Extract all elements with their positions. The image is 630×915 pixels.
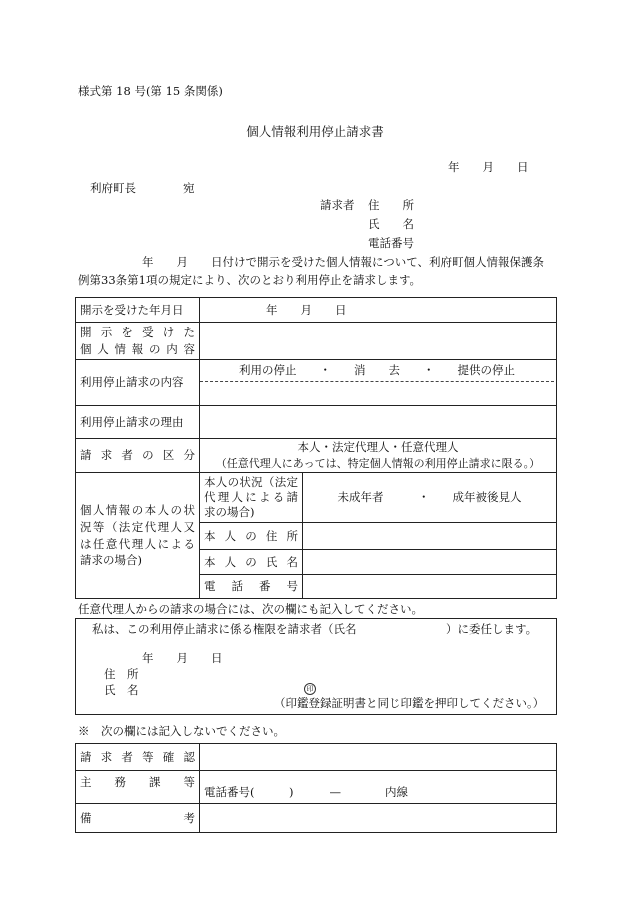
intro-line-1: 年 月 日付けで開示を受けた個人情報について、利府町個人情報保護条 — [142, 255, 545, 269]
row-stop-reason — [76, 406, 557, 439]
requester-phone-label: 電話番号 — [368, 236, 414, 250]
requester-address-label: 住 所 — [368, 198, 414, 212]
delegation-note: 任意代理人からの請求の場合には、次の欄にも記入してください。 — [78, 602, 423, 616]
disclosed-info-label — [76, 323, 200, 360]
requester-category-field[interactable] — [200, 439, 557, 473]
principal-status-label-line1: 個人情報の本人の状 — [80, 503, 195, 518]
section-extension-label: 内線 — [384, 785, 408, 800]
disclosure-date-label: 開示を受けた年月日 — [76, 298, 200, 323]
disclosed-info-label-line2: 個人情報の内容 — [80, 342, 195, 356]
requester-category-label: 請求者の区分 — [76, 439, 200, 473]
office-use-table — [75, 743, 557, 833]
principal-phone-field[interactable] — [303, 575, 557, 599]
delegation-statement-a: 私は、この利用停止請求に係る権限を請求者（氏名 — [92, 622, 357, 636]
stop-content-options: 利用の停止 ・ 消 去 ・ 提供の停止 — [200, 360, 554, 382]
addressee-honorific: 宛 — [183, 181, 195, 195]
delegation-date: 年 月 日 — [142, 651, 223, 665]
principal-situation-options: 未成年者 ・ 成年被後見人 — [337, 490, 522, 505]
disclosure-date-field[interactable] — [200, 298, 557, 323]
disclosed-info-label-line1: 開示を受けた — [80, 325, 195, 340]
delegation-box[interactable] — [75, 618, 557, 715]
stop-reason-field[interactable] — [200, 406, 557, 439]
principal-situation-label-line2: 代理人による請 — [204, 490, 298, 505]
row-requester-verification — [76, 744, 557, 771]
disclosed-info-field[interactable] — [200, 323, 557, 360]
principal-status-label-line4: 請求の場合) — [80, 553, 142, 568]
intro-line-2: 例第33条第1項の規定により、次のとおり利用停止を請求します。 — [78, 273, 422, 287]
addressee: 利府町長 — [90, 181, 136, 195]
row-disclosure-date — [76, 298, 557, 323]
page-title: 個人情報利用停止請求書 — [246, 124, 384, 139]
principal-name-label: 本人の氏名 — [200, 550, 303, 575]
stop-content-field[interactable] — [200, 360, 557, 406]
row-disclosed-info — [76, 323, 557, 360]
principal-address-label: 本人の住所 — [200, 523, 303, 550]
stop-content-label: 利用停止請求の内容 — [76, 360, 200, 406]
requester-label: 請求者 — [320, 198, 355, 212]
principal-situation-field[interactable] — [303, 473, 557, 523]
requester-category-options: 本人・法定代理人・任意代理人 — [297, 440, 459, 455]
delegation-address-label: 住 所 — [104, 667, 139, 681]
principal-situation-label-line1: 本人の状況（法定 — [204, 475, 298, 490]
row-responsible-section — [76, 771, 557, 804]
principal-name-field[interactable] — [303, 550, 557, 575]
request-table — [75, 297, 557, 599]
principal-status-label-line2: 況等（法定代理人又 — [80, 519, 195, 534]
row-stop-content — [76, 360, 557, 406]
principal-status-label — [76, 473, 200, 599]
requester-name-label: 氏 名 — [368, 217, 414, 231]
principal-situation-label — [200, 473, 303, 523]
section-phone-dash: — — [329, 785, 341, 800]
row-remarks — [76, 804, 557, 833]
stop-reason-label: 利用停止請求の理由 — [76, 406, 200, 439]
seal-mark-icon: 印 — [304, 681, 316, 695]
delegation-statement-b: ）に委任します。 — [446, 622, 538, 636]
remarks-field[interactable] — [200, 804, 557, 833]
remarks-label: 備考 — [76, 804, 200, 833]
row-principal-status — [76, 473, 557, 523]
requester-verification-label: 請求者等確認 — [76, 744, 200, 771]
responsible-section-field[interactable] — [200, 771, 557, 804]
requester-category-note: （任意代理人にあっては、特定個人情報の利用停止請求に限る。） — [215, 456, 541, 470]
delegation-seal-note: （印鑑登録証明書と同じ印鑑を押印してください。） — [274, 696, 545, 710]
row-requester-category — [76, 439, 557, 473]
form-number: 様式第 18 号(第 15 条関係) — [78, 84, 223, 98]
disclosure-date-value: 年 月 日 — [266, 302, 347, 317]
delegation-name-label: 氏 名 — [104, 683, 139, 697]
date-line: 年 月 日 — [448, 160, 529, 174]
principal-address-field[interactable] — [303, 523, 557, 550]
section-phone-label: 電話番号( ) — [204, 785, 294, 800]
principal-situation-label-line3: 求の場合) — [204, 504, 255, 519]
principal-phone-label: 電話番号 — [200, 575, 303, 599]
office-use-note: ※ 次の欄には記入しないでください。 — [78, 724, 285, 738]
responsible-section-label: 主務課等 — [76, 771, 200, 804]
requester-verification-field[interactable] — [200, 744, 557, 771]
principal-status-label-line3: は任意代理人による — [80, 536, 195, 551]
